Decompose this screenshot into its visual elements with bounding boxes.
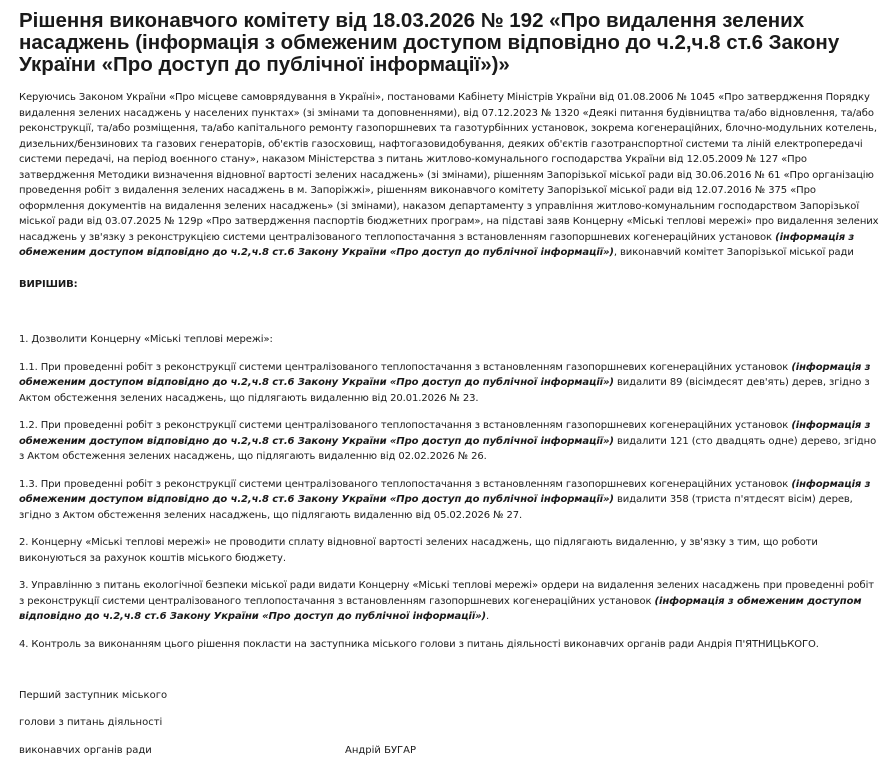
item-1: 1. Дозволити Концерну «Міські теплові мережі»:	[19, 334, 273, 345]
item-2: 2. Концерну «Міські теплові мережі» не проводити сплату відновної вартості зелених насаджень, що підлягають видаленню, у зв'язку з тим, що роботи виконуються за рахунок коштів міського бюджету.	[19, 537, 818, 564]
item-1-3-tail: видалити 358 (триста п'ятдесят вісім) дерев, згідно з Актом обстеження зелених насаджень, що підлягають видаленню від 05.02.2026 № 27.	[19, 494, 853, 521]
restricted-info-note: (інформація з обмеженим доступом відповідно до ч.2,ч.8 ст.6 Закону України «Про доступ до публічної інформації»)	[19, 361, 871, 388]
decision-document	[19, 10, 881, 768]
item-1-2-text: 1.2. При проведенні робіт з реконструкції системи централізованого теплопостачання з встановленням газопоршневих когенераційних установок	[19, 420, 792, 431]
item-1-2-tail: видалити 121 (сто двадцять одне) дерево, згідно з Актом обстеження зелених насаджень, що підлягають видаленню від 02.02.2026 № 26.	[19, 435, 877, 462]
item-1-3-text: 1.3. При проведенні робіт з реконструкції системи централізованого теплопостачання з встановленням газопоршневих когенераційних установок	[19, 478, 792, 490]
item-1-1-text: 1.1. При проведенні робіт з реконструкції системи централізованого теплопостачання з встановленням газопоршневих когенераційних установок	[19, 361, 792, 373]
item-1-2	[19, 418, 881, 465]
item-1-1	[19, 360, 881, 407]
signatory-position-line-2: голови з питань діяльності	[19, 717, 163, 728]
restricted-info-note: (інформація з обмеженим доступом відповідно до ч.2,ч.8 ст.6 Закону України «Про доступ до публічної інформації»)	[19, 595, 862, 622]
document-title: Рішення виконавчого комітету від 18.03.2026 № 192 «Про видалення зелених насаджень (інформація з обмеженим доступом відповідно до ч.2,ч.8 ст.6 Закону України «Про доступ до публічної інформації»)»	[19, 9, 840, 76]
preamble-text: Керуючись Законом України «Про місцеве самоврядування в Україні», постановами Кабінету Міністрів України від 01.08.2006 № 1045 «Про затвердження Порядку видалення зелених насаджень у населених пунктах» (зі змінами та доповненнями), від 07.12.2023 № 1320 «Деякі питання будівництва та/або відновлення, та/або реконструкції, та/або розміщення, та/або капітального ремонту газопоршневих та газотурбінних установок, зокрема когенераційних, блочно-модульних котелень, дизельних/бензинових та газових генераторів, об'єктів газосховищ, нафтогазовидобування, деяких об'єктів газотранспортної системи та ліній електропередачі системи передачі, на період воєнного стану», наказом Міністерства з питань житлово-комунального господарства України від 12.05.2009 № 127 «Про затвердження Методики визначення відновної вартості зелених насаджень» (зі змінами), рішенням Запорізької міської ради від 30.06.2016 № 61 «Про організацію проведення робіт з видалення зелених насаджень в м. Запоріжжі», рішенням виконавчого комітету Запорізької міської ради від 12.07.2016 № 375 «Про оформлення документів на видалення зелених насаджень» (зі змінами), наказом департаменту з управління житлово-комунальним господарством Запорізької міської ради від 03.07.2025 № 129р «Про затвердження паспортів бюджетних програм», на підставі заяв Концерну «Міські теплові мережі» про видалення зелених насаджень у зв'язку з реконструкцією системи централізованого теплопостачання з встановленням газопоршневих когенераційних установок	[19, 92, 879, 243]
preamble-paragraph	[19, 90, 881, 261]
restricted-info-note: (інформація з обмеженим доступом відповідно до ч.2,ч.8 ст.6 Закону України «Про доступ до публічної інформації»)	[19, 231, 855, 258]
item-3-text: 3. Управлінню з питань екологічної безпеки міської ради видати Концерну «Міські теплові мережі» ордери на видалення зелених насаджень при проведенні робіт з реконструкції системи централізованого теплопостачання з встановленням газопоршневих когенераційних установок	[19, 580, 875, 607]
signatory-position-line-1: Перший заступник міського	[19, 690, 168, 701]
signatory-position-line-3: виконавчих органів ради	[19, 745, 152, 756]
item-1-3	[19, 477, 881, 524]
decided-label: ВИРІШИВ:	[19, 278, 78, 290]
item-3-tail: .	[486, 611, 490, 622]
item-4: 4. Контроль за виконанням цього рішення покласти на заступника міського голови з питань діяльності виконавчих органів ради Андрія П'ЯТНИЦЬКОГО.	[19, 638, 819, 650]
item-1-1-tail: видалити 89 (вісімдесят дев'ять) дерев, згідно з Актом обстеження зелених насаджень, що підлягають видаленню від 20.01.2026 № 23.	[19, 377, 870, 404]
restricted-info-note: (інформація з обмеженим доступом відповідно до ч.2,ч.8 ст.6 Закону України «Про доступ до публічної інформації»)	[19, 478, 871, 505]
signature-block	[19, 688, 881, 768]
preamble-tail: , виконавчий комітет Запорізької міської ради	[613, 247, 854, 258]
restricted-info-note: (інформація з обмеженим доступом відповідно до ч.2,ч.8 ст.6 Закону України «Про доступ до публічної інформації»)	[19, 420, 871, 447]
signatory-name: Андрій БУГАР	[345, 745, 417, 756]
item-3	[19, 578, 881, 625]
